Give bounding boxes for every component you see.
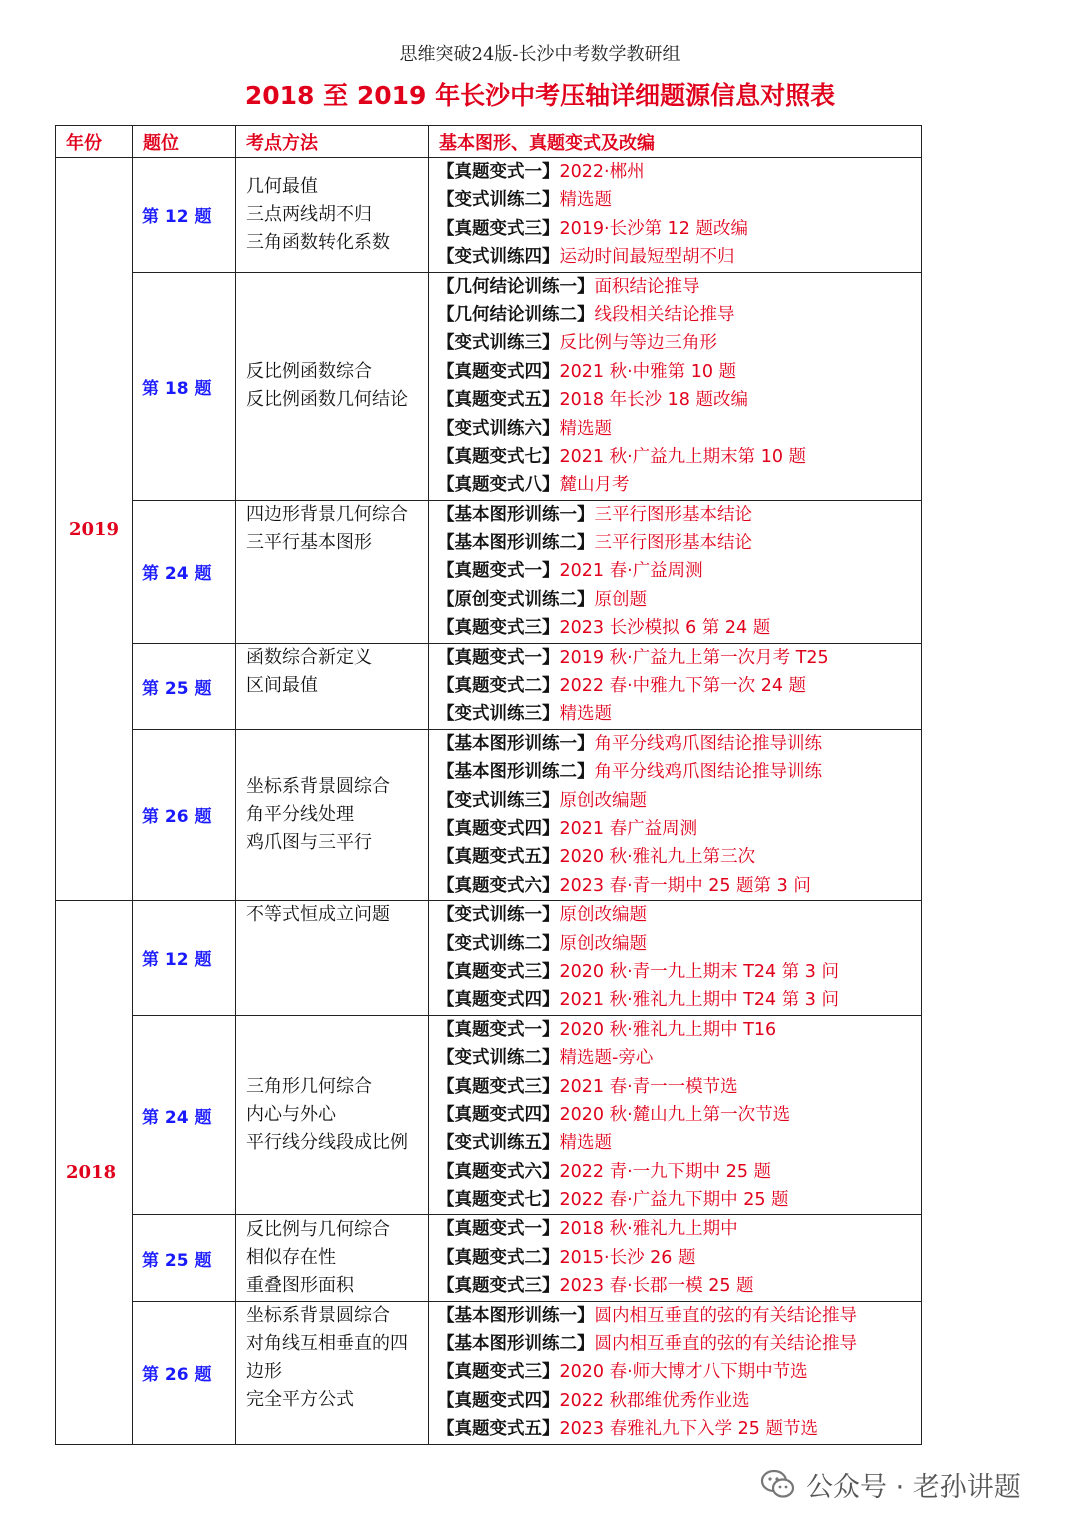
method-line: 四边形背景几何综合 [246,503,408,525]
method-cell [236,901,429,1016]
source-tag: 【真题变式六】 [437,1161,560,1182]
question-position-cell: 第 24 题 [133,1015,236,1215]
method-line: 三点两线胡不归 [246,203,372,225]
method-cell [236,500,429,643]
source-tag: 【真题变式三】 [437,1276,560,1297]
method-line: 角平分线处理 [246,803,354,825]
source-text: 2020 秋·雅礼九上第三次 [559,847,756,868]
source-tag: 【变式训练一】 [437,905,560,926]
source-item [437,301,921,329]
source-text: 2021 春·广益周测 [559,561,703,582]
method-line: 三角函数转化系数 [246,231,390,253]
source-item [437,1158,921,1186]
source-item [437,1016,921,1044]
source-item [437,186,921,214]
source-text: 原创改编题 [559,790,647,811]
sources-cell [429,158,922,273]
source-text: 2022 春·中雅九下第一次 24 题 [559,676,807,697]
source-tag: 【变式训练三】 [437,333,560,354]
source-text: 原创改编题 [559,933,647,954]
source-text: 2023 春·青一期中 25 题第 3 问 [559,875,811,896]
source-text: 圆内相互垂直的弦的有关结论推导 [594,1305,857,1326]
source-item [437,1330,921,1358]
source-item [437,471,921,499]
method-line: 完全平方公式 [246,1388,354,1410]
question-position-cell: 第 24 题 [133,500,236,643]
source-text: 2021 秋·雅礼九上期中 T24 第 3 问 [559,990,840,1011]
source-item [437,672,921,700]
table-row [56,500,922,643]
source-tag: 【变式训练二】 [437,1048,560,1069]
source-item [437,273,921,301]
source-text: 2019 秋·广益九上第一次月考 T25 [559,647,829,668]
source-tag: 【真题变式五】 [437,847,560,868]
table-row [56,1015,922,1215]
sources-cell [429,1301,922,1444]
source-tag: 【真题变式四】 [437,990,560,1011]
method-cell [236,272,429,500]
source-tag: 【真题变式一】 [437,1219,560,1240]
source-tag: 【基本图形训练二】 [437,1334,595,1355]
table-row [56,158,922,273]
method-cell [236,1015,429,1215]
column-header-method: 考点方法 [236,126,429,158]
source-text: 麓山月考 [559,475,630,496]
page-title: 2018 至 2019 年长沙中考压轴详细题源信息对照表 [244,81,836,110]
sources-cell [429,643,922,729]
source-text: 2022 青·一九下期中 25 题 [559,1161,772,1182]
source-text: 圆内相互垂直的弦的有关结论推导 [594,1334,857,1355]
source-tag: 【真题变式六】 [437,875,560,896]
column-header-year: 年份 [56,126,133,158]
table-row [56,272,922,500]
source-tag: 【变式训练四】 [437,247,560,268]
method-line: 不等式恒成立问题 [246,904,390,926]
source-tag: 【真题变式四】 [437,1390,560,1411]
source-text: 线段相关结论推导 [594,304,735,325]
column-header-sources: 基本图形、真题变式及改编 [429,126,922,158]
source-text: 精选题 [559,704,612,725]
source-text: 反比例与等边三角形 [559,333,717,354]
source-item [437,1415,921,1443]
source-item [437,1186,921,1214]
source-tag: 【变式训练二】 [437,933,560,954]
method-line: 反比例函数几何结论 [246,389,408,411]
source-item [437,1358,921,1386]
source-tag: 【真题变式七】 [437,1190,560,1211]
source-item [437,386,921,414]
source-item [437,787,921,815]
source-tag: 【真题变式七】 [437,446,560,467]
source-text: 运动时间最短型胡不归 [559,247,735,268]
source-item [437,700,921,728]
source-item [437,644,921,672]
source-tag: 【真题变式三】 [437,1076,560,1097]
source-text: 2019·长沙第 12 题改编 [559,218,748,239]
source-item [437,1387,921,1415]
method-cell [236,1301,429,1444]
source-text: 2022 秋郡维优秀作业选 [559,1390,750,1411]
year-cell: 2018 [56,901,133,1444]
source-text: 精选题 [559,1133,612,1154]
method-line: 反比例函数综合 [246,361,372,383]
source-tag: 【真题变式一】 [437,162,560,182]
source-text: 2021 秋·中雅第 10 题 [559,361,737,382]
source-tag: 【基本图形训练一】 [437,1305,595,1326]
source-item [437,986,921,1014]
source-item [437,758,921,786]
source-tag: 【变式训练五】 [437,1133,560,1154]
source-text: 2023 春·长郡一模 25 题 [559,1276,754,1297]
source-tag: 【真题变式三】 [437,218,560,239]
source-text: 2023 春雅礼九下入学 25 题节选 [559,1419,818,1440]
method-line: 坐标系背景圆综合 [246,775,390,797]
source-text: 三平行图形基本结论 [594,504,752,525]
column-header-position: 题位 [133,126,236,158]
source-text: 2020 秋·青一九上期末 T24 第 3 问 [559,961,840,982]
question-position-cell: 第 25 题 [133,1215,236,1301]
source-tag: 【真题变式四】 [437,361,560,382]
source-item [437,872,921,900]
page-header: 思维突破24版-长沙中考数学教研组 [399,44,681,65]
watermark [760,1462,1021,1506]
source-item [437,358,921,386]
source-item [437,1044,921,1072]
table-row [56,729,922,900]
source-tag: 【几何结论训练二】 [437,304,595,325]
source-text: 原创题 [594,589,647,610]
source-table [55,125,922,1445]
source-item [437,329,921,357]
method-line: 重叠图形面积 [246,1275,354,1297]
source-tag: 【变式训练二】 [437,190,560,211]
source-item [437,1129,921,1157]
source-item [437,843,921,871]
method-line: 函数综合新定义 [246,646,372,668]
source-tag: 【原创变式训练二】 [437,589,595,610]
source-item [437,1244,921,1272]
source-item [437,1272,921,1300]
source-tag: 【真题变式五】 [437,390,560,411]
source-tag: 【真题变式三】 [437,1362,560,1383]
question-position-cell: 第 12 题 [133,158,236,273]
source-tag: 【真题变式三】 [437,618,560,639]
source-tag: 【真题变式一】 [437,561,560,582]
source-tag: 【真题变式二】 [437,1247,560,1268]
source-tag: 【真题变式四】 [437,1104,560,1125]
method-line: 区间最值 [246,674,318,696]
source-item [437,557,921,585]
sources-cell [429,729,922,900]
source-item [437,614,921,642]
source-item [437,1302,921,1330]
year-cell: 2019 [56,158,133,901]
source-text: 角平分线鸡爪图结论推导训练 [594,762,822,783]
source-text: 精选题 [559,418,612,439]
source-text: 2015·长沙 26 题 [559,1247,696,1268]
source-item [437,730,921,758]
method-line: 平行线分线段成比例 [246,1132,408,1154]
source-text: 精选题-旁心 [559,1048,654,1069]
source-tag: 【基本图形训练二】 [437,533,595,554]
method-line: 边形 [246,1360,282,1382]
source-item [437,215,921,243]
table-row [56,1301,922,1444]
source-text: 角平分线鸡爪图结论推导训练 [594,733,822,754]
table-header-row [56,126,922,158]
source-item [437,415,921,443]
source-text: 原创改编题 [559,905,647,926]
source-tag: 【真题变式八】 [437,475,560,496]
source-tag: 【变式训练三】 [437,790,560,811]
sources-cell [429,1215,922,1301]
source-tag: 【变式训练三】 [437,704,560,725]
source-item [437,529,921,557]
source-item [437,1101,921,1129]
source-text: 2023 长沙模拟 6 第 24 题 [559,618,771,639]
source-item [437,901,921,929]
source-tag: 【基本图形训练一】 [437,504,595,525]
sources-cell [429,901,922,1016]
method-cell [236,1215,429,1301]
source-item [437,1215,921,1243]
source-text: 面积结论推导 [594,276,700,297]
table-body [56,158,922,1445]
source-tag: 【真题变式三】 [437,961,560,982]
method-line: 内心与外心 [246,1104,336,1126]
sources-cell [429,272,922,500]
sources-cell [429,500,922,643]
source-tag: 【基本图形训练二】 [437,762,595,783]
watermark-text: 公众号 · 老孙讲题 [806,1471,1021,1503]
question-position-cell: 第 12 题 [133,901,236,1016]
method-line: 鸡爪图与三平行 [246,831,372,853]
source-tag: 【真题变式五】 [437,1419,560,1440]
source-tag: 【真题变式一】 [437,1019,560,1040]
source-item [437,443,921,471]
source-tag: 【基本图形训练一】 [437,733,595,754]
method-line: 坐标系背景圆综合 [246,1304,390,1326]
source-tag: 【真题变式二】 [437,676,560,697]
source-text: 2020 秋·麓山九上第一次节选 [559,1104,791,1125]
source-text: 2022 春·广益九下期中 25 题 [559,1190,789,1211]
source-text: 2021 春·青一一模节选 [559,1076,738,1097]
source-text: 2021 秋·广益九上期末第 10 题 [559,446,807,467]
table-row [56,901,922,1016]
source-item [437,243,921,271]
source-item [437,158,921,186]
method-line: 三角形几何综合 [246,1076,372,1098]
source-item [437,815,921,843]
source-text: 2018 年长沙 18 题改编 [559,390,748,411]
method-line: 相似存在性 [246,1247,336,1269]
source-text: 三平行图形基本结论 [594,533,752,554]
method-cell [236,643,429,729]
source-text: 精选题 [559,190,612,211]
source-item [437,586,921,614]
method-line: 对角线互相垂直的四 [246,1332,408,1354]
source-text: 2020 秋·雅礼九上期中 T16 [559,1019,777,1040]
method-cell [236,158,429,273]
source-item [437,501,921,529]
method-line: 反比例与几何综合 [246,1219,390,1241]
source-item [437,1073,921,1101]
source-item [437,930,921,958]
method-line: 几何最值 [246,175,318,197]
source-text: 2020 春·师大博才八下期中节选 [559,1362,808,1383]
sources-cell [429,1015,922,1215]
source-tag: 【真题变式四】 [437,818,560,839]
source-item [437,958,921,986]
table-row [56,643,922,729]
wechat-icon [760,1466,796,1502]
table-row [56,1215,922,1301]
question-position-cell: 第 26 题 [133,729,236,900]
source-tag: 【真题变式一】 [437,647,560,668]
question-position-cell: 第 18 题 [133,272,236,500]
source-tag: 【变式训练六】 [437,418,560,439]
source-text: 2018 秋·雅礼九上期中 [559,1219,738,1240]
method-cell [236,729,429,900]
source-tag: 【几何结论训练一】 [437,276,595,297]
source-text: 2022·郴州 [559,162,645,182]
source-text: 2021 春广益周测 [559,818,698,839]
method-line: 三平行基本图形 [246,531,372,553]
question-position-cell: 第 25 题 [133,643,236,729]
question-position-cell: 第 26 题 [133,1301,236,1444]
